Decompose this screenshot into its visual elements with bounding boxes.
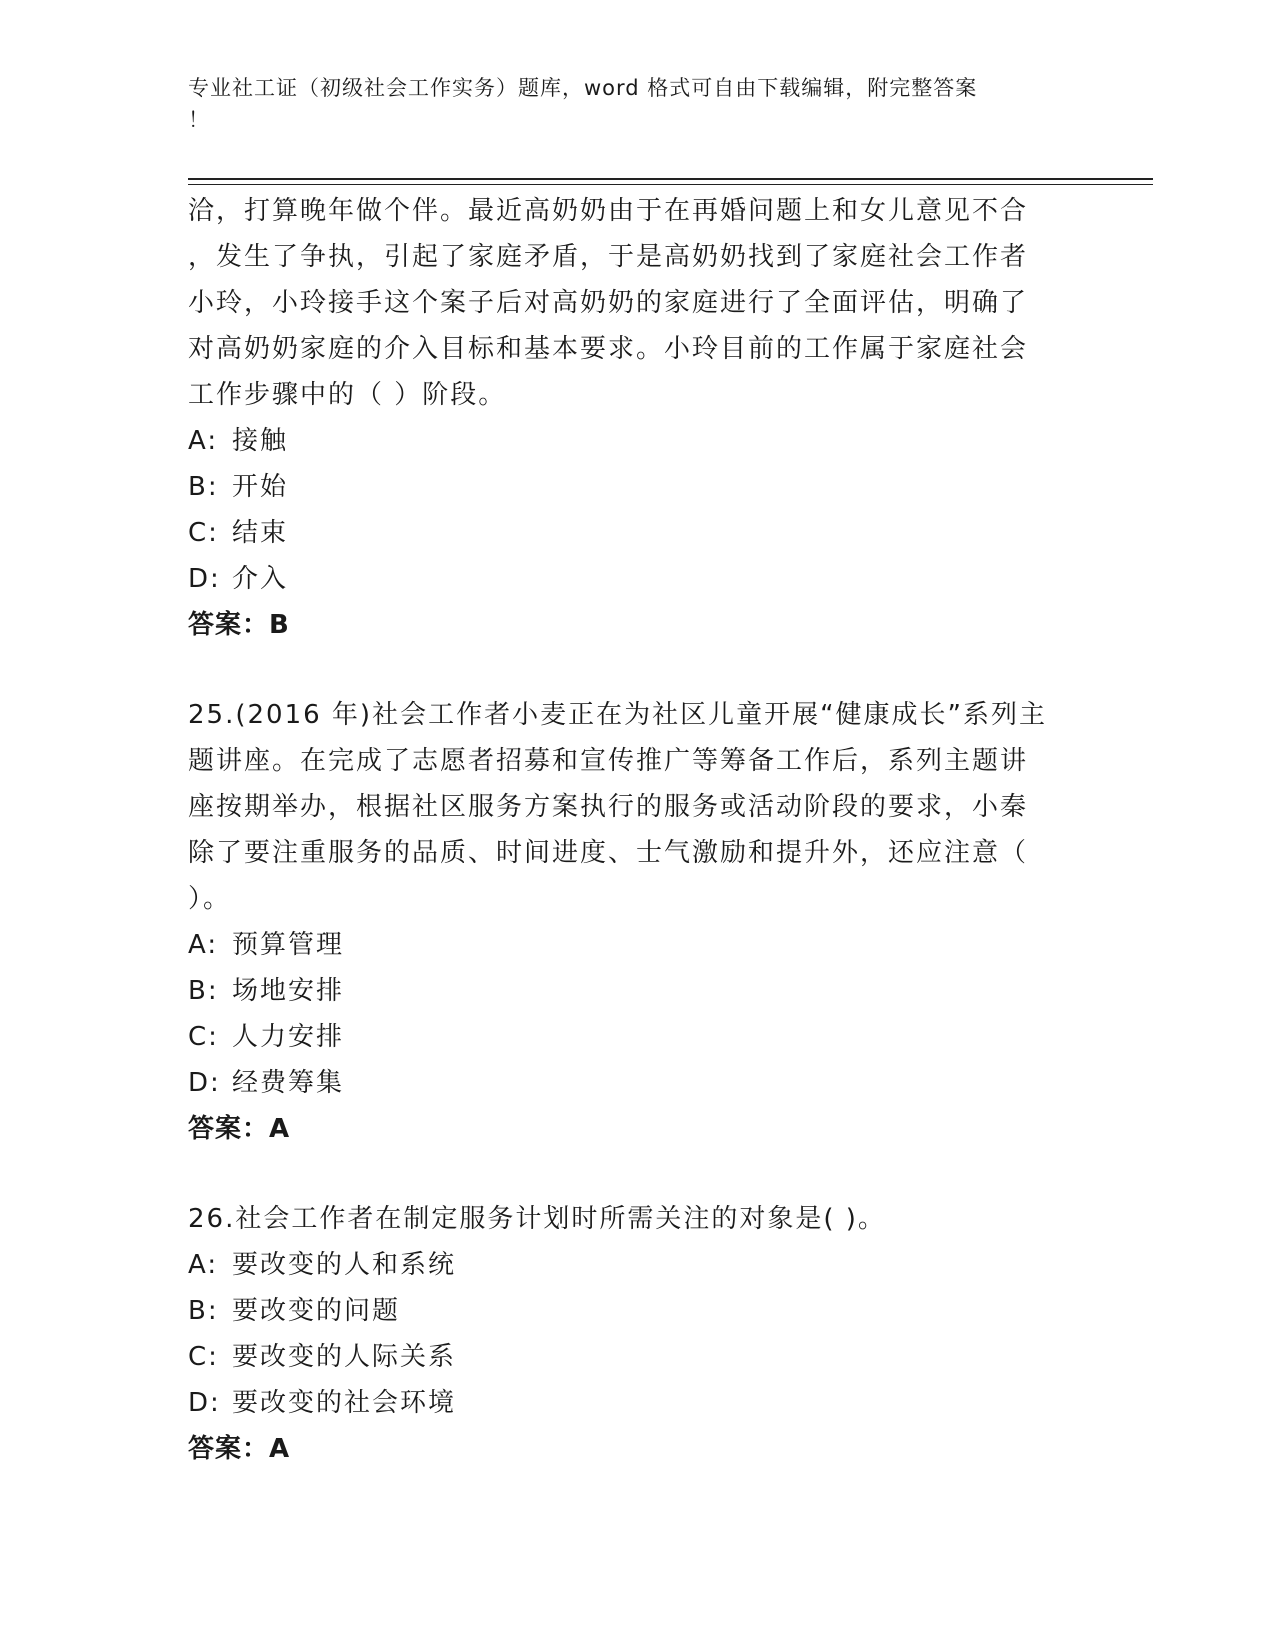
option-text: 要改变的人和系统 [232, 1250, 457, 1280]
option-text: 预算管理 [232, 930, 345, 960]
option-a [188, 922, 1088, 968]
option-c [188, 1014, 1088, 1060]
option-letter: D: [188, 564, 221, 594]
answer-label: 答案：A [188, 1114, 291, 1144]
option-b [188, 1288, 1088, 1334]
answer-label: 答案：B [188, 610, 290, 640]
option-letter: C: [188, 1342, 219, 1372]
option-letter: D: [188, 1068, 221, 1098]
question-text-line: 小玲，小玲接手这个案子后对高奶奶的家庭进行了全面评估，明确了 [188, 288, 1029, 318]
question-text-line: ，发生了争执，引起了家庭矛盾，于是高奶奶找到了家庭社会工作者 [188, 242, 1029, 272]
question-text-line: 座按期举办，根据社区服务方案执行的服务或活动阶段的要求，小秦 [188, 792, 1029, 822]
option-letter: B: [188, 472, 219, 502]
option-text: 场地安排 [232, 976, 345, 1006]
option-text: 要改变的社会环境 [232, 1388, 457, 1418]
option-d [188, 556, 1088, 602]
option-letter: B: [188, 976, 219, 1006]
option-text: 接触 [232, 426, 289, 456]
option-letter: B: [188, 1296, 219, 1326]
option-b [188, 464, 1088, 510]
option-text: 开始 [232, 472, 289, 502]
option-letter: C: [188, 518, 219, 548]
question-text-line: 除了要注重服务的品质、时间进度、士气激励和提升外，还应注意（ [188, 838, 1029, 868]
question-text-line: 工作步骤中的（ ）阶段。 [188, 380, 507, 410]
question-text-line: 26.社会工作者在制定服务计划时所需关注的对象是( )。 [188, 1204, 886, 1234]
question-spacer [188, 1152, 1088, 1196]
answer-label: 答案：A [188, 1434, 291, 1464]
question-list [188, 188, 1088, 1472]
question-text-line: ）。 [188, 884, 232, 914]
header-title-line2: ！ [188, 108, 210, 132]
option-b [188, 968, 1088, 1014]
question-text-line: 洽，打算晚年做个伴。最近高奶奶由于在再婚问题上和女儿意见不合 [188, 196, 1029, 226]
option-a [188, 418, 1088, 464]
option-letter: A: [188, 1250, 219, 1280]
question-text-line: 题讲座。在完成了志愿者招募和宣传推广等筹备工作后，系列主题讲 [188, 746, 1029, 776]
header-title-line1: 专业社工证（初级社会工作实务）题库，word 格式可自由下载编辑，附完整答案 [188, 76, 978, 100]
option-c [188, 1334, 1088, 1380]
option-text: 介入 [232, 564, 289, 594]
question-text-line: 对高奶奶家庭的介入目标和基本要求。小玲目前的工作属于家庭社会 [188, 334, 1029, 364]
option-letter: A: [188, 426, 219, 456]
option-letter: C: [188, 1022, 219, 1052]
option-text: 要改变的问题 [232, 1296, 401, 1326]
question-text-line: 25.(2016 年)社会工作者小麦正在为社区儿童开展“健康成长”系列主 [188, 700, 1048, 730]
option-text: 人力安排 [232, 1022, 345, 1052]
option-letter: D: [188, 1388, 221, 1418]
document-header [188, 72, 1088, 136]
question-spacer [188, 648, 1088, 692]
option-d [188, 1060, 1088, 1106]
option-d [188, 1380, 1088, 1426]
option-text: 要改变的人际关系 [232, 1342, 457, 1372]
option-text: 经费筹集 [232, 1068, 345, 1098]
header-divider-bottom [188, 184, 1153, 185]
option-text: 结束 [232, 518, 289, 548]
question-block [188, 692, 1088, 1152]
option-letter: A: [188, 930, 219, 960]
option-c [188, 510, 1088, 556]
question-block [188, 188, 1088, 648]
header-divider-top [188, 178, 1153, 180]
option-a [188, 1242, 1088, 1288]
question-block [188, 1196, 1088, 1472]
